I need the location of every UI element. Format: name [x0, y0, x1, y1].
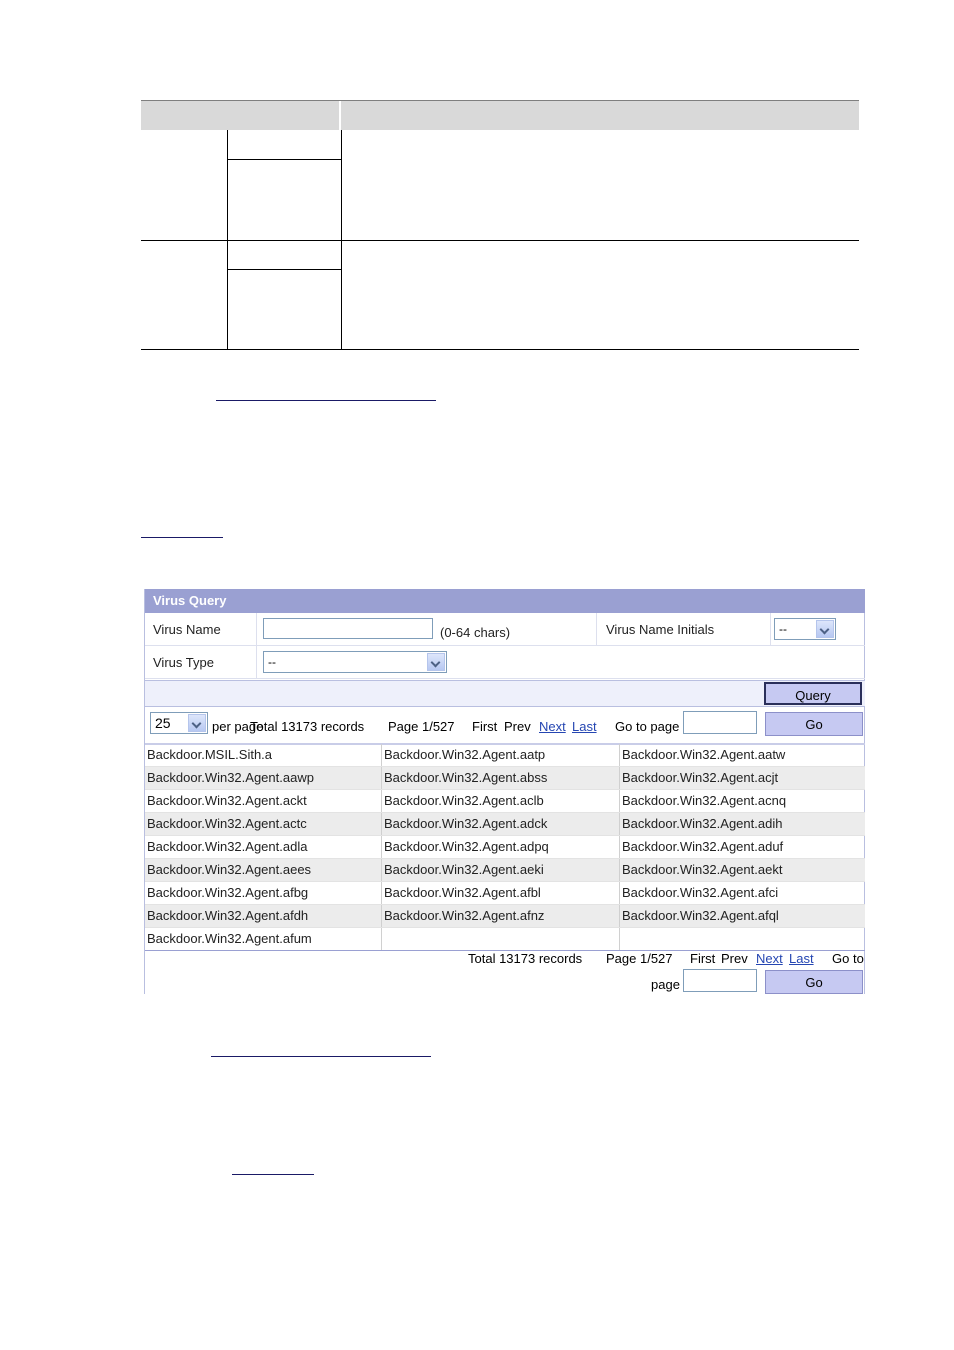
virus-entry[interactable]: Backdoor.Win32.Agent.aawp — [147, 770, 314, 785]
chevron-down-icon[interactable] — [816, 620, 834, 638]
virus-entry[interactable]: Backdoor.Win32.Agent.ackt — [147, 793, 307, 808]
doc-link-2[interactable] — [211, 1056, 431, 1057]
virus-type-label: Virus Type — [153, 655, 214, 670]
total-records: Total 13173 records — [468, 951, 583, 966]
prev-link[interactable]: Prev — [721, 951, 748, 966]
doc-link-figure-2[interactable] — [232, 1174, 314, 1175]
virus-entry[interactable]: Backdoor.Win32.Agent.adih — [622, 816, 783, 831]
initials-label: Virus Name Initials — [606, 622, 715, 637]
doc-table-vrule — [227, 130, 228, 350]
table-row — [145, 859, 865, 882]
last-link[interactable]: Last — [789, 951, 814, 966]
total-records: Total 13173 records — [250, 719, 365, 734]
virus-entry[interactable]: Backdoor.Win32.Agent.acnq — [622, 793, 787, 808]
virus-query-panel — [144, 589, 865, 994]
goto-label: Go to — [832, 951, 864, 966]
table-row — [145, 836, 865, 859]
virus-entry[interactable]: Backdoor.Win32.Agent.afql — [622, 908, 779, 923]
goto-page-input[interactable] — [683, 969, 757, 992]
doc-table — [141, 100, 859, 350]
virus-entry[interactable]: Backdoor.Win32.Agent.aees — [147, 862, 312, 877]
virus-type-select[interactable]: -- — [263, 651, 447, 673]
per-page-label: per page — [212, 719, 264, 734]
first-link[interactable]: First — [690, 951, 716, 966]
next-link[interactable]: Next — [756, 951, 783, 966]
doc-link-1[interactable] — [216, 400, 436, 401]
doc-table-rule — [141, 240, 859, 241]
virus-entry[interactable]: Backdoor.Win32.Agent.afci — [622, 885, 779, 900]
chevron-down-icon[interactable] — [188, 714, 206, 732]
doc-table-rule — [228, 159, 341, 160]
doc-table-vrule — [341, 130, 342, 350]
virus-entry[interactable]: Backdoor.Win32.Agent.abss — [384, 770, 548, 785]
pager-bottom — [145, 950, 865, 994]
virus-entry[interactable]: Backdoor.MSIL.Sith.a — [147, 747, 273, 762]
table-row — [145, 813, 865, 836]
virus-name-input[interactable] — [263, 618, 433, 639]
table-row — [145, 882, 865, 905]
virus-entry[interactable]: Backdoor.Win32.Agent.afum — [147, 931, 312, 946]
virus-name-label: Virus Name — [153, 622, 221, 637]
virus-type-row — [145, 646, 865, 679]
doc-table-header — [141, 100, 859, 130]
go-button[interactable]: Go — [765, 712, 863, 736]
virus-entry[interactable]: Backdoor.Win32.Agent.afbl — [384, 885, 541, 900]
virus-name-row — [145, 613, 865, 646]
virus-entry[interactable]: Backdoor.Win32.Agent.afdh — [147, 908, 309, 923]
goto-label-page: page — [651, 977, 680, 992]
go-button[interactable]: Go — [765, 970, 863, 994]
virus-entry[interactable]: Backdoor.Win32.Agent.aatp — [384, 747, 546, 762]
first-link[interactable]: First — [472, 719, 498, 734]
initials-select[interactable]: -- — [774, 618, 836, 640]
next-link[interactable]: Next — [539, 719, 566, 734]
virus-entry[interactable]: Backdoor.Win32.Agent.aeki — [384, 862, 544, 877]
virus-entry[interactable]: Backdoor.Win32.Agent.actc — [147, 816, 307, 831]
chevron-down-icon[interactable] — [427, 653, 445, 671]
panel-title: Virus Query — [145, 589, 865, 613]
doc-table-rule — [228, 269, 341, 270]
doc-link-figure[interactable] — [141, 537, 223, 538]
per-page-select[interactable]: 25 — [150, 712, 208, 734]
query-bar — [145, 680, 865, 707]
virus-entry[interactable]: Backdoor.Win32.Agent.aclb — [384, 793, 544, 808]
virus-entry[interactable]: Backdoor.Win32.Agent.aatw — [622, 747, 786, 762]
virus-entry[interactable]: Backdoor.Win32.Agent.adck — [384, 816, 548, 831]
virus-name-hint: (0-64 chars) — [440, 625, 511, 640]
goto-label: Go to page — [615, 719, 680, 734]
virus-entry[interactable]: Backdoor.Win32.Agent.aduf — [622, 839, 784, 854]
table-row — [145, 790, 865, 813]
virus-entry[interactable]: Backdoor.Win32.Agent.afnz — [384, 908, 545, 923]
virus-entry[interactable]: Backdoor.Win32.Agent.acjt — [622, 770, 779, 785]
prev-link[interactable]: Prev — [504, 719, 531, 734]
table-row — [145, 905, 865, 928]
page-indicator: Page 1/527 — [606, 951, 673, 966]
pager-top — [145, 709, 865, 745]
page-indicator: Page 1/527 — [388, 719, 455, 734]
doc-table-rule — [141, 349, 859, 350]
goto-page-input[interactable] — [683, 711, 757, 734]
virus-entry[interactable]: Backdoor.Win32.Agent.adpq — [384, 839, 549, 854]
virus-entry[interactable]: Backdoor.Win32.Agent.afbg — [147, 885, 309, 900]
table-row — [145, 928, 865, 951]
table-row — [145, 744, 865, 767]
virus-entry[interactable]: Backdoor.Win32.Agent.adla — [147, 839, 308, 854]
table-row — [145, 767, 865, 790]
query-button[interactable]: Query — [764, 682, 862, 705]
last-link[interactable]: Last — [572, 719, 597, 734]
virus-entry[interactable]: Backdoor.Win32.Agent.aekt — [622, 862, 783, 877]
